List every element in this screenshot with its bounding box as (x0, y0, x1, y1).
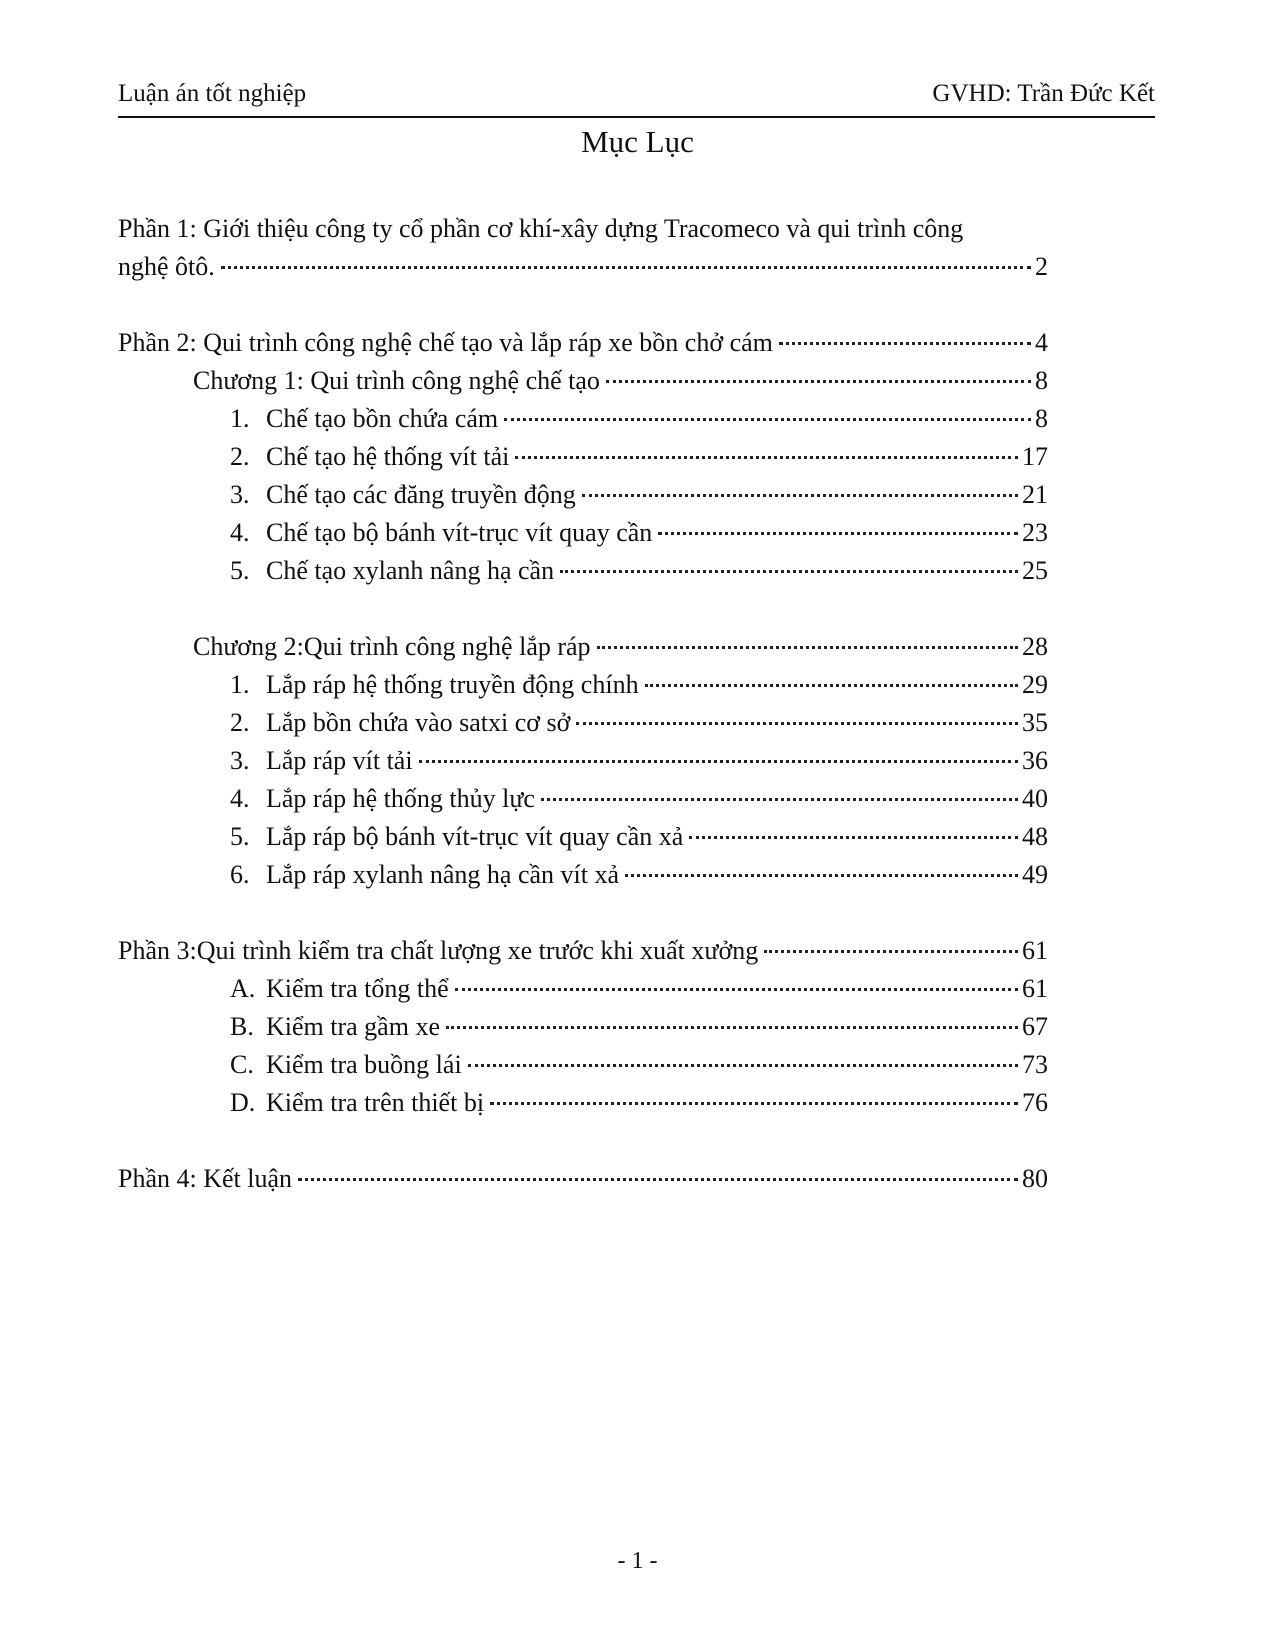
toc-page-number: 8 (1035, 366, 1048, 395)
dot-leader (606, 360, 1031, 383)
toc-entry-text: Chương 2:Qui trình công nghệ lắp ráp (193, 632, 591, 661)
table-of-contents (118, 210, 1048, 1198)
toc-entry-text: Phần 2: Qui trình công nghệ chế tạo và lắp ráp xe bồn chở cám (118, 328, 773, 357)
dot-leader (455, 968, 1018, 991)
toc-entry-text: Chế tạo hệ thống vít tải (266, 442, 510, 471)
toc-entry-item[interactable] (118, 514, 1048, 552)
dot-leader (468, 1044, 1018, 1067)
page-footer-number: - 1 - (617, 1548, 658, 1574)
toc-entry-text: Chế tạo xylanh nâng hạ cần (266, 556, 555, 585)
header-advisor: GVHD: Trần Đức Kết (932, 80, 1155, 107)
toc-entry-chapter-2[interactable] (118, 628, 1048, 666)
toc-page-number: 49 (1022, 860, 1048, 889)
toc-entry-text: Lắp bồn chứa vào satxi cơ sở (266, 708, 571, 737)
dot-leader (779, 322, 1031, 345)
dot-leader (490, 1082, 1018, 1105)
toc-entry-item[interactable] (118, 476, 1048, 514)
toc-entry-text: Phần 3:Qui trình kiểm tra chất lượng xe trước khi xuất xưởng (118, 936, 759, 965)
toc-item-number: 2. (230, 708, 250, 737)
toc-entry-item[interactable] (118, 818, 1048, 856)
toc-item-number: 1. (230, 404, 250, 433)
toc-entry-item[interactable] (118, 742, 1048, 780)
toc-page-number: 23 (1022, 518, 1048, 547)
toc-entry-item[interactable] (118, 1008, 1048, 1046)
toc-entry-item[interactable] (118, 400, 1048, 438)
toc-entry-text: Phần 4: Kết luận (118, 1164, 293, 1193)
toc-page-number: 73 (1022, 1050, 1048, 1079)
toc-entry-part-1[interactable] (118, 210, 1048, 248)
toc-entry-text: Phần 1: Giới thiệu công ty cổ phần cơ khí-xây dựng Tracomeco và qui trình công (118, 214, 964, 243)
toc-entry-part-2[interactable] (118, 324, 1048, 362)
toc-entry-text: Lắp ráp hệ thống thủy lực (266, 784, 535, 813)
toc-page-number: 76 (1022, 1088, 1048, 1117)
toc-item-number: 3. (230, 746, 250, 775)
toc-entry-text: Kiểm tra gầm xe (266, 1012, 440, 1041)
toc-entry-item[interactable] (118, 438, 1048, 476)
dot-leader (597, 626, 1018, 649)
toc-item-number: 3. (230, 480, 250, 509)
header-document-type: Luận án tốt nghiệp (118, 80, 307, 107)
toc-item-number: 2. (230, 442, 250, 471)
dot-leader (764, 930, 1018, 953)
toc-entry-item[interactable] (118, 552, 1048, 590)
toc-page-number: 61 (1022, 974, 1048, 1003)
toc-page-number: 80 (1022, 1164, 1048, 1193)
toc-item-number: 6. (230, 860, 250, 889)
toc-entry-item[interactable] (118, 1084, 1048, 1122)
toc-entry-text: Kiểm tra tổng thể (266, 974, 449, 1003)
toc-item-number: D. (230, 1088, 256, 1117)
toc-page-number: 21 (1022, 480, 1048, 509)
toc-page-number: 29 (1022, 670, 1048, 699)
dot-leader (541, 778, 1018, 801)
toc-entry-text: Lắp ráp xylanh nâng hạ cần vít xả (266, 860, 620, 889)
toc-entry-text: nghệ ôtô. (118, 252, 215, 281)
toc-page-number: 4 (1035, 328, 1048, 357)
toc-item-number: 5. (230, 822, 250, 851)
toc-entry-part-1-continued[interactable] (118, 248, 1048, 286)
dot-leader (689, 816, 1018, 839)
toc-entry-text: Lắp ráp hệ thống truyền động chính (266, 670, 639, 699)
toc-entry-part-4[interactable] (118, 1160, 1048, 1198)
dot-leader (658, 512, 1018, 535)
toc-page-number: 35 (1022, 708, 1048, 737)
toc-entry-text: Chế tạo các đăng truyền động (266, 480, 576, 509)
dot-leader (582, 474, 1018, 497)
toc-entry-item[interactable] (118, 970, 1048, 1008)
dot-leader (645, 664, 1018, 687)
toc-item-number: 4. (230, 518, 250, 547)
toc-item-number: C. (230, 1050, 254, 1079)
toc-item-number: A. (230, 974, 256, 1003)
dot-leader (446, 1006, 1018, 1029)
toc-entry-item[interactable] (118, 666, 1048, 704)
toc-entry-part-3[interactable] (118, 932, 1048, 970)
toc-page-number: 2 (1035, 252, 1048, 281)
toc-page-number: 48 (1022, 822, 1048, 851)
toc-title: Mục Lục (581, 124, 694, 159)
toc-entry-item[interactable] (118, 856, 1048, 894)
toc-entry-text: Kiểm tra buồng lái (266, 1050, 462, 1079)
toc-page-number: 36 (1022, 746, 1048, 775)
toc-item-number: B. (230, 1012, 254, 1041)
dot-leader (504, 398, 1031, 421)
toc-entry-text: Lắp ráp vít tải (266, 746, 413, 775)
toc-entry-chapter-1[interactable] (118, 362, 1048, 400)
toc-page-number: 61 (1022, 936, 1048, 965)
toc-entry-text: Lắp ráp bộ bánh vít-trục vít quay cần xả (266, 822, 684, 851)
dot-leader (625, 854, 1018, 877)
dot-leader (221, 246, 1031, 269)
toc-entry-item[interactable] (118, 780, 1048, 818)
toc-page-number: 8 (1035, 404, 1048, 433)
toc-entry-text: Chế tạo bồn chứa cám (266, 404, 499, 433)
toc-entry-item[interactable] (118, 1046, 1048, 1084)
toc-page-number: 25 (1022, 556, 1048, 585)
toc-page-number: 28 (1022, 632, 1048, 661)
toc-page-number: 17 (1022, 442, 1048, 471)
toc-entry-text: Chương 1: Qui trình công nghệ chế tạo (193, 366, 600, 395)
toc-item-number: 5. (230, 556, 250, 585)
toc-item-number: 4. (230, 784, 250, 813)
toc-entry-item[interactable] (118, 704, 1048, 742)
toc-entry-text: Chế tạo bộ bánh vít-trục vít quay cần (266, 518, 653, 547)
toc-item-number: 1. (230, 670, 250, 699)
dot-leader (515, 436, 1018, 459)
toc-page-number: 40 (1022, 784, 1048, 813)
dot-leader (298, 1158, 1018, 1181)
dot-leader (419, 740, 1018, 763)
toc-entry-text: Kiểm tra trên thiết bị (266, 1088, 485, 1117)
dot-leader (560, 550, 1018, 573)
toc-page-number: 67 (1022, 1012, 1048, 1041)
dot-leader (576, 702, 1018, 725)
page-header (118, 76, 1155, 118)
